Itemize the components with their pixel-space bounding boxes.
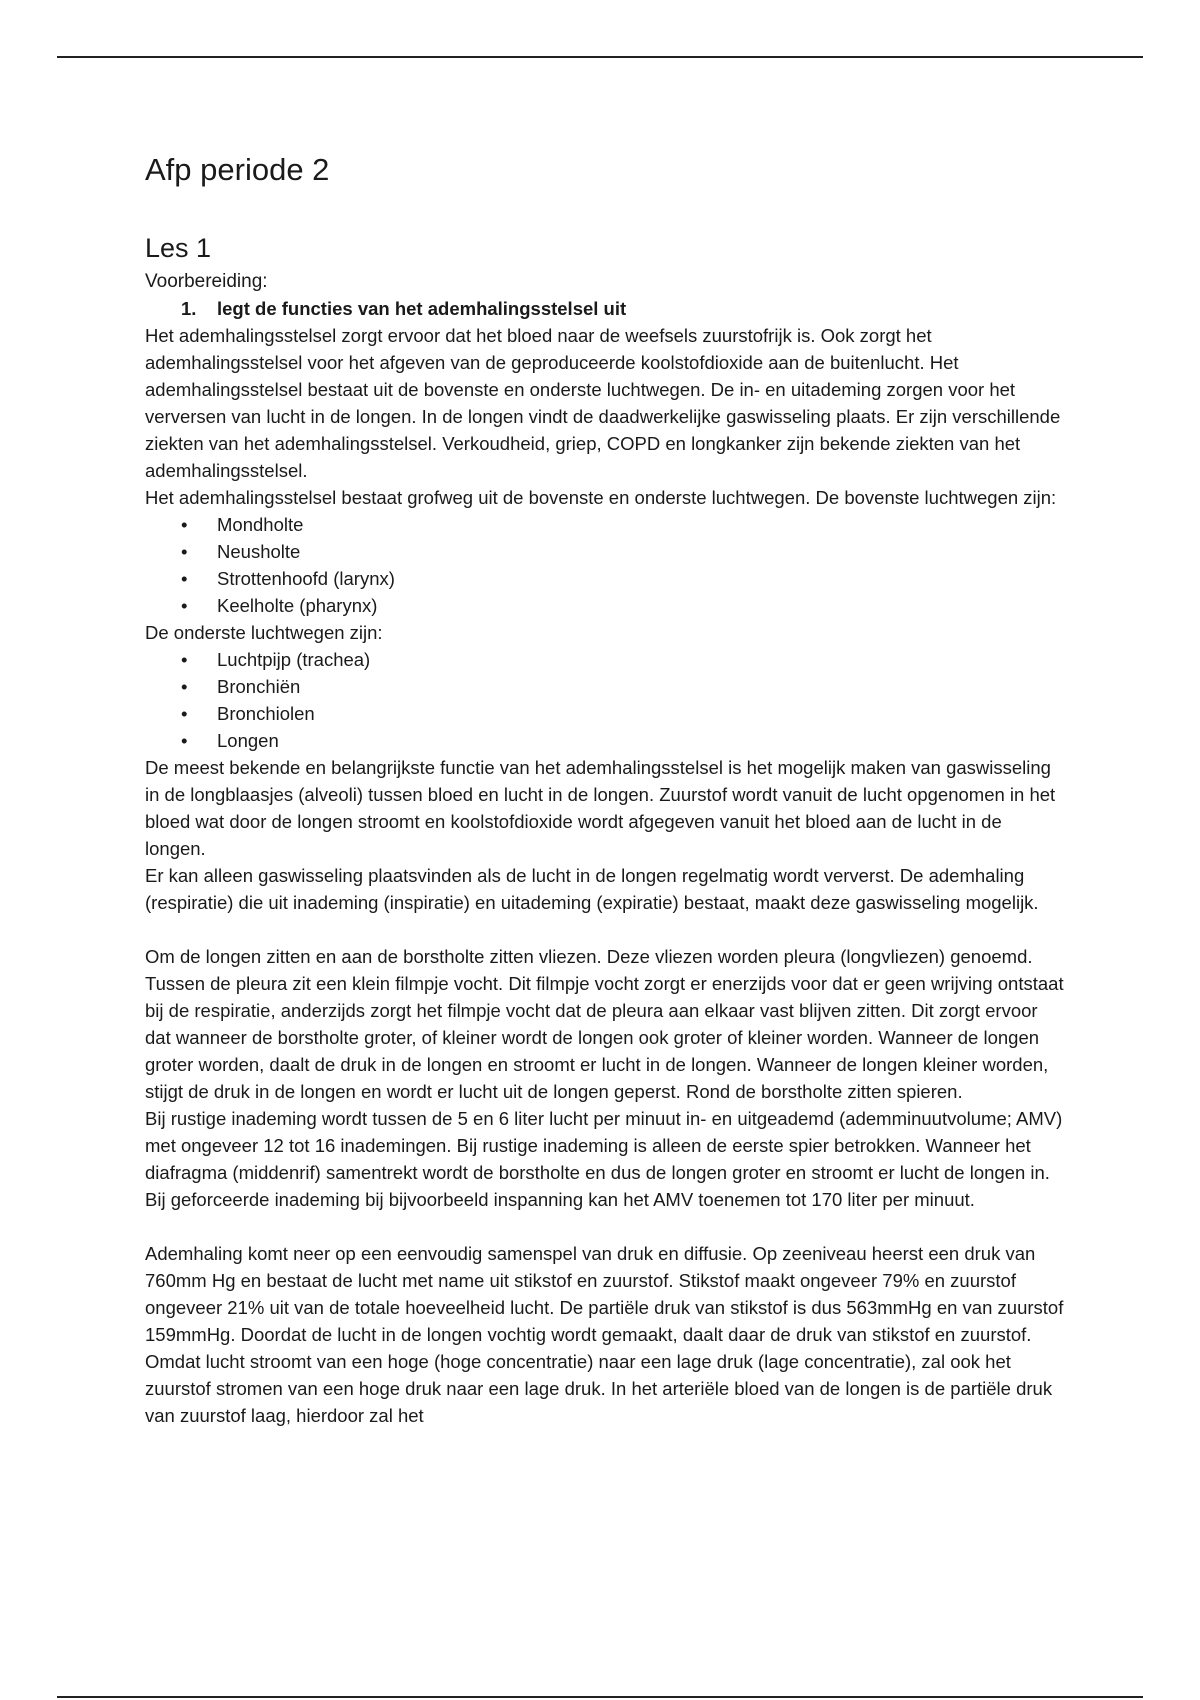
question-list	[145, 295, 1065, 322]
question-number: 1.	[181, 298, 197, 319]
list-item: • Luchtpijp (trachea)	[145, 646, 1065, 673]
bullet-icon: •	[181, 514, 188, 535]
list-item: • Keelholte (pharynx)	[145, 592, 1065, 619]
bullet-icon: •	[181, 541, 188, 562]
bullet-icon: •	[181, 676, 188, 697]
top-rule	[57, 56, 1143, 58]
prep-label: Voorbereiding:	[145, 271, 268, 292]
list-item: • Bronchiën	[145, 673, 1065, 700]
lower-airways-list	[145, 646, 1065, 754]
list-item: • Neusholte	[145, 538, 1065, 565]
list-item: • Longen	[145, 727, 1065, 754]
paragraph-respiration: Er kan alleen gaswisseling plaatsvinden als de lucht in de longen regelmatig wordt ververst. De ademhaling (respiratie) die uit inademing (inspiratie) en uitademing (expiratie) bestaat, maakt deze gaswisseling mogelijk.	[145, 865, 1039, 913]
list-item: • Bronchiolen	[145, 700, 1065, 727]
paragraph-functions: Het ademhalingsstelsel zorgt ervoor dat het bloed naar de weefsels zuurstofrijk is. Ook zorgt het ademhalingsstelsel voor het afgeven van de geproduceerde koolstofdioxide aan de buitenlucht. Het ademhalingsstelsel bestaat uit de bovenste en onderste luchtwegen. De in- en uitademing zorgen voor het verversen van lucht in de longen. In de longen vindt de daadwerkelijke gaswisseling plaats. Er zijn verschillende ziekten van het ademhalingsstelsel. Verkoudheid, griep, COPD en longkanker zijn bekende ziekten van het ademhalingsstelsel.	[145, 325, 1061, 481]
paragraph-gas-exchange: De meest bekende en belangrijkste functie van het ademhalingsstelsel is het mogelijk maken van gaswisseling in de longblaasjes (alveoli) tussen bloed en lucht in de longen. Zuurstof wordt vanuit de lucht opgenomen in het bloed wat door de longen stroomt en koolstofdioxide wordt afgegeven vanuit het bloed aan de lucht in de longen.	[145, 757, 1056, 859]
paragraph-pleura: Om de longen zitten en aan de borstholte zitten vliezen. Deze vliezen worden pleura (longvliezen) genoemd. Tussen de pleura zit een klein filmpje vocht. Dit filmpje vocht zorgt er enerzijds voor dat er geen wrijving ontstaat bij de respiratie, anderzijds zorgt het filmpje vocht dat de pleura aan elkaar vast blijven zitten. Dit zorgt ervoor dat wanneer de borstholte groter, of kleiner wordt de longen ook groter of kleiner worden. Wanneer de longen groter worden, daalt de druk in de longen en stroomt er lucht in de longen. Wanneer de longen kleiner worden, stijgt de druk in de longen en wordt er lucht uit de longen geperst. Rond de borstholte zitten spieren.	[145, 946, 1064, 1102]
list-item: • Strottenhoofd (larynx)	[145, 565, 1065, 592]
bullet-icon: •	[181, 649, 188, 670]
upper-airways-list	[145, 511, 1065, 619]
document-body	[145, 146, 1065, 1429]
document-title: Afp periode 2	[145, 152, 330, 187]
bullet-icon: •	[181, 568, 188, 589]
bottom-rule	[57, 1696, 1143, 1698]
question-text: legt de functies van het ademhalingsstelsel uit	[217, 298, 627, 319]
question-item	[145, 295, 1065, 322]
list-item: • Mondholte	[145, 511, 1065, 538]
paragraph-upper-intro: Het ademhalingsstelsel bestaat grofweg uit de bovenste en onderste luchtwegen. De bovenste luchtwegen zijn:	[145, 487, 1057, 508]
paragraph-pressure-diffusion: Ademhaling komt neer op een eenvoudig samenspel van druk en diffusie. Op zeeniveau heerst een druk van 760mm Hg en bestaat de lucht met name uit stikstof en zuurstof. Stikstof maakt ongeveer 79% en zuurstof ongeveer 21% uit van de totale hoeveelheid lucht. De partiële druk van stikstof is dus 563mmHg en van zuurstof 159mmHg. Doordat de lucht in de longen vochtig wordt gemaakt, daalt daar de druk van stikstof en zuurstof. Omdat lucht stroomt van een hoge (hoge concentratie) naar een lage druk (lage concentratie), zal ook het zuurstof stromen van een hoge druk naar een lage druk. In het arteriële bloed van de longen is de partiële druk van zuurstof laag, hierdoor zal het	[145, 1243, 1064, 1426]
paragraph-lower-intro: De onderste luchtwegen zijn:	[145, 622, 383, 643]
bullet-icon: •	[181, 703, 188, 724]
paragraph-breathing-volume: Bij rustige inademing wordt tussen de 5 en 6 liter lucht per minuut in- en uitgeademd (ademminuutvolume; AMV) met ongeveer 12 tot 16 inademingen. Bij rustige inademing is alleen de eerste spier betrokken. Wanneer het diafragma (middenrif) samentrekt wordt de borstholte en dus de longen groter en stroomt er lucht de longen in. Bij geforceerde inademing bij bijvoorbeeld inspanning kan het AMV toenemen tot 170 liter per minuut.	[145, 1108, 1063, 1210]
paragraph-spacer	[145, 916, 1065, 943]
paragraph-spacer	[145, 1213, 1065, 1240]
bullet-icon: •	[181, 595, 188, 616]
bullet-icon: •	[181, 730, 188, 751]
lesson-heading: Les 1	[145, 233, 212, 263]
